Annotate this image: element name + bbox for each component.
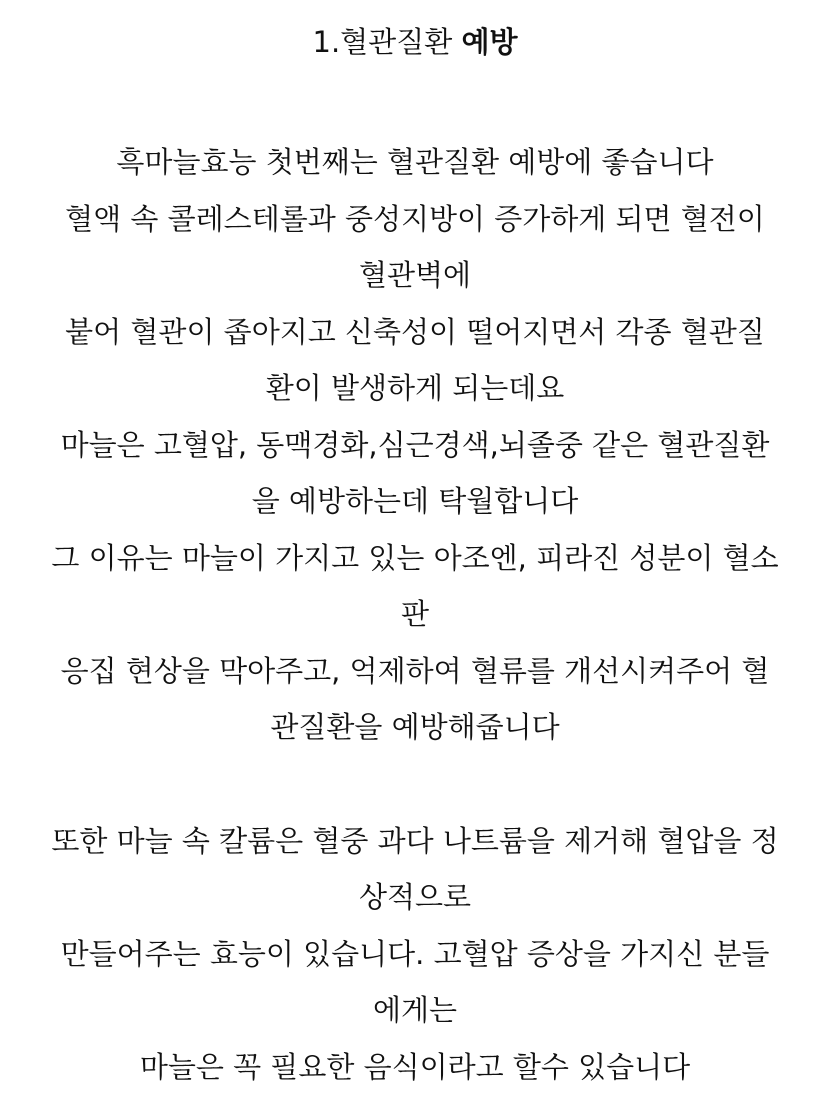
text-line: 에게는	[372, 993, 458, 1027]
section-title-bold: 예방	[461, 25, 518, 59]
text-line: 판	[400, 597, 429, 631]
text-line: 또한 마늘 속 칼륨은 혈중 과다 나트륨을 제거해 혈압을 정	[51, 823, 779, 858]
paragraph-gap	[0, 756, 830, 813]
text-line: 혈액 속 콜레스테롤과 중성지방이 증가하게 되면 혈전이	[65, 201, 765, 236]
text-line: 상적으로	[358, 880, 472, 914]
text-line: 관질환을 예방해줍니다	[270, 710, 560, 744]
text-line: 을 예방하는데 탁월합니다	[251, 484, 579, 518]
section-title	[0, 18, 830, 66]
text-line: 마늘은 고혈압, 동맥경화,심근경색,뇌졸중 같은 혈관질환	[60, 427, 770, 462]
section-title-prefix: 1.혈관질환	[312, 25, 462, 59]
text-line: 응집 현상을 막아주고, 억제하여 혈류를 개선시켜주어 혈	[60, 653, 770, 688]
text-line: 흑마늘효능 첫번째는 혈관질환 예방에 좋습니다	[116, 145, 714, 179]
text-line: 혈관벽에	[358, 258, 472, 292]
text-line: 마늘은 꼭 필요한 음식이라고 할수 있습니다	[139, 1049, 691, 1084]
text-line: 붙어 혈관이 좁아지고 신축성이 떨어지면서 각종 혈관질	[65, 314, 765, 349]
text-line: 만들어주는 효능이 있습니다. 고혈압 증상을 가지신 분들	[60, 936, 770, 971]
paragraph-2	[0, 813, 830, 1096]
text-line: 환이 발생하게 되는데요	[265, 371, 565, 405]
paragraph-1	[0, 134, 830, 756]
text-line: 그 이유는 마늘이 가지고 있는 아조엔, 피라진 성분이 혈소	[51, 540, 779, 575]
